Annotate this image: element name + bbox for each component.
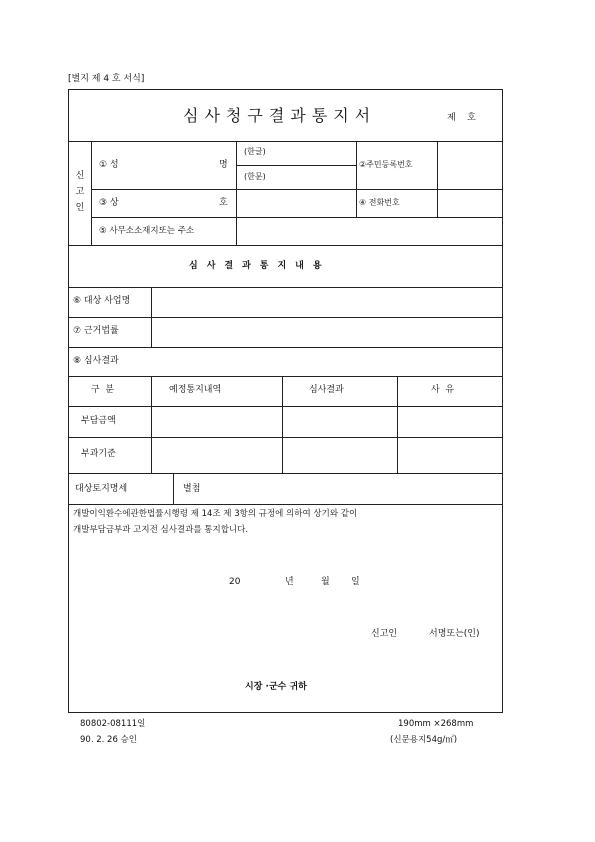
name-label-end: 명 bbox=[219, 160, 228, 170]
divider bbox=[236, 217, 237, 245]
target-land-value: 별첨 bbox=[183, 484, 201, 494]
date-year-unit: 년 bbox=[285, 577, 294, 587]
divider bbox=[69, 504, 502, 505]
target-land-label: 대상토지명세 bbox=[75, 484, 128, 494]
name-label: ① 성 bbox=[99, 160, 119, 170]
legal-basis-label: ⑦ 근거법률 bbox=[73, 326, 119, 336]
business-name-label-end: 호 bbox=[219, 198, 228, 208]
signature-label: 서명또는(인) bbox=[429, 629, 480, 639]
divider bbox=[282, 376, 283, 473]
hangul-label: (한글) bbox=[244, 147, 266, 156]
approval-date: 90. 2. 26 승인 bbox=[80, 735, 137, 745]
table-header-result: 심사결과 bbox=[309, 385, 344, 395]
divider bbox=[236, 165, 356, 166]
divider bbox=[437, 141, 438, 217]
document-number-label: 제 호 bbox=[447, 113, 476, 123]
paper-size: 190mm ×268mm bbox=[398, 719, 474, 729]
divider bbox=[236, 141, 237, 217]
form-number-label: [별지 제 4 호 서식] bbox=[68, 74, 145, 84]
date-month-unit: 월 bbox=[321, 577, 330, 587]
divider bbox=[69, 347, 502, 348]
date-year: 20 bbox=[229, 577, 241, 587]
divider bbox=[69, 406, 502, 407]
divider bbox=[91, 189, 502, 190]
document-title: 심사청구결과통지서 bbox=[183, 106, 377, 125]
divider bbox=[151, 287, 152, 347]
divider bbox=[91, 217, 502, 218]
business-name-label: ③ 상 bbox=[99, 198, 119, 208]
section-title: 심사결과통지내용 bbox=[189, 261, 331, 271]
divider bbox=[173, 473, 174, 504]
notice-form bbox=[68, 89, 503, 713]
date-day-unit: 일 bbox=[351, 577, 360, 587]
divider bbox=[69, 473, 502, 474]
divider bbox=[397, 376, 398, 473]
address-label: ⑤ 사무소소재지또는 주소 bbox=[99, 226, 195, 236]
paper-type: (신문용지54g/㎡) bbox=[390, 735, 458, 745]
recipient-label: 시장 ·군수 귀하 bbox=[245, 682, 307, 692]
divider bbox=[69, 245, 502, 246]
divider bbox=[69, 287, 502, 288]
table-header-reason: 사 유 bbox=[431, 385, 455, 395]
divider bbox=[356, 141, 357, 217]
row-label-charge-amount: 부담금액 bbox=[81, 416, 116, 426]
hanja-label: (한문) bbox=[244, 172, 266, 181]
applicant-group-label: 신고인 bbox=[75, 171, 85, 213]
form-code: 80802-08111일 bbox=[80, 719, 146, 729]
divider bbox=[151, 376, 152, 473]
signer-label: 신고인 bbox=[371, 629, 398, 639]
phone-label: ④ 전화번호 bbox=[359, 198, 400, 207]
table-header-planned: 예정통지내역 bbox=[169, 385, 222, 395]
table-header-category: 구 분 bbox=[91, 385, 115, 395]
notice-body-line-2: 개발부담금부과 고지전 심사결과를 통지합니다. bbox=[73, 525, 249, 535]
divider bbox=[91, 141, 92, 245]
divider bbox=[69, 317, 502, 318]
resident-number-label: ②주민등록번호 bbox=[359, 160, 413, 169]
project-name-label: ⑥ 대상 사업명 bbox=[73, 296, 131, 306]
divider bbox=[69, 376, 502, 377]
row-label-charge-basis: 부과기준 bbox=[81, 449, 116, 459]
review-result-label: ⑧ 심사결과 bbox=[73, 356, 119, 366]
divider bbox=[69, 437, 502, 438]
notice-body-line-1: 개발이익환수에관한법률시행령 제 14조 제 3항의 규정에 의하여 상기와 같이 bbox=[73, 509, 358, 519]
